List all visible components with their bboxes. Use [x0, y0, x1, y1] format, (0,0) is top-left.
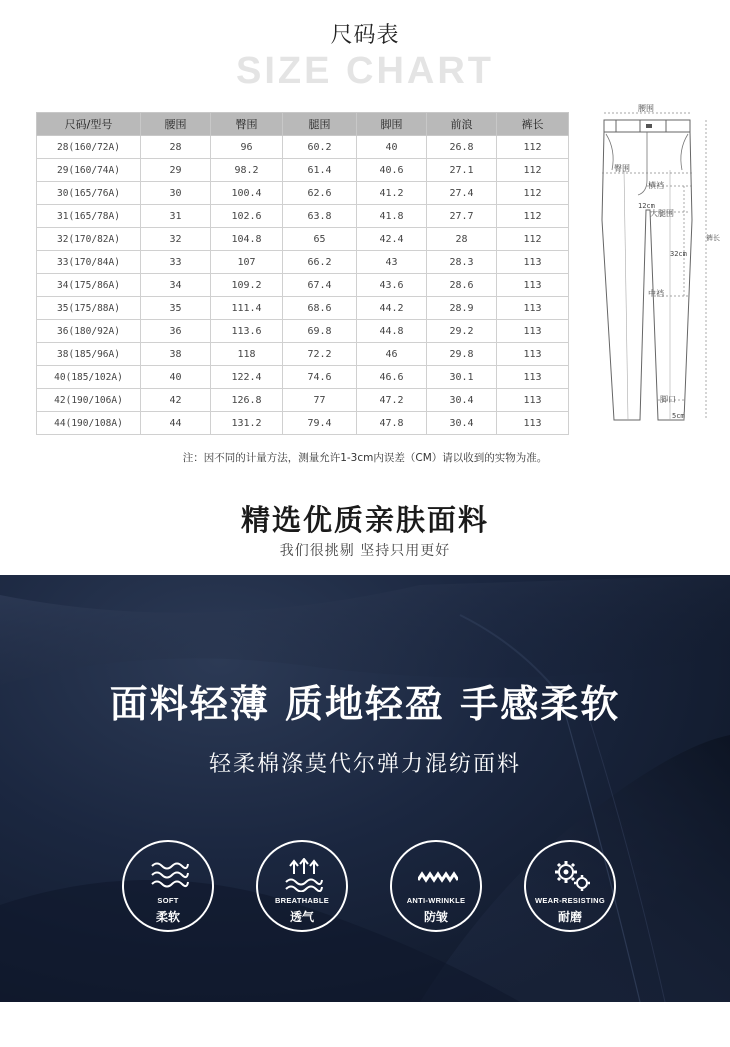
table-cell: 67.4	[283, 274, 357, 297]
pants-diagram-svg	[588, 100, 730, 430]
table-cell: 43	[357, 251, 427, 274]
hem-label: 脚口	[660, 395, 676, 404]
table-cell: 66.2	[283, 251, 357, 274]
table-cell: 109.2	[211, 274, 283, 297]
table-cell: 96	[211, 136, 283, 159]
page-title: 尺码表	[330, 23, 400, 48]
table-cell: 41.2	[357, 182, 427, 205]
table-cell: 42(190/106A)	[37, 389, 141, 412]
fly-seam	[638, 132, 647, 195]
pocket-seam	[681, 134, 688, 170]
table-cell: 113	[497, 297, 569, 320]
button-shape	[646, 124, 652, 128]
table-cell: 40	[357, 136, 427, 159]
table-cell: 65	[283, 228, 357, 251]
table-cell: 126.8	[211, 389, 283, 412]
table-cell: 60.2	[283, 136, 357, 159]
table-cell: 27.7	[427, 205, 497, 228]
table-cell: 112	[497, 159, 569, 182]
table-cell: 40(185/102A)	[37, 366, 141, 389]
waves-icon	[150, 858, 190, 892]
table-cell: 28.9	[427, 297, 497, 320]
table-cell: 28(160/72A)	[37, 136, 141, 159]
gears-icon	[552, 858, 592, 892]
feature-breathable-cn: 透气	[289, 910, 314, 924]
page-title-en: SIZE CHART	[236, 50, 494, 92]
table-cell: 113	[497, 274, 569, 297]
table-cell: 100.4	[211, 182, 283, 205]
crease-line	[624, 170, 628, 420]
table-cell: 43.6	[357, 274, 427, 297]
table-cell: 77	[283, 389, 357, 412]
table-cell: 68.6	[283, 297, 357, 320]
feature-wear-resisting	[524, 840, 616, 932]
table-cell: 31	[141, 205, 211, 228]
table-cell: 30(165/76A)	[37, 182, 141, 205]
table-cell: 47.2	[357, 389, 427, 412]
table-cell: 34	[141, 274, 211, 297]
table-cell: 28	[141, 136, 211, 159]
table-cell: 42	[141, 389, 211, 412]
table-cell: 28.6	[427, 274, 497, 297]
cm5-label: 5cm	[672, 412, 685, 420]
column-header: 腰围	[141, 113, 211, 136]
table-cell: 35(175/88A)	[37, 297, 141, 320]
table-cell: 113	[497, 366, 569, 389]
table-cell: 79.4	[283, 412, 357, 435]
table-cell: 112	[497, 228, 569, 251]
table-cell: 42.4	[357, 228, 427, 251]
table-row	[37, 251, 569, 274]
table-cell: 32	[141, 228, 211, 251]
table-cell: 61.4	[283, 159, 357, 182]
feature-anti-wrinkle-en: ANTI-WRINKLE	[406, 896, 466, 905]
table-body	[37, 136, 569, 435]
table-cell: 27.1	[427, 159, 497, 182]
table-row	[37, 205, 569, 228]
column-header: 裤长	[497, 113, 569, 136]
feature-breathable	[256, 840, 348, 932]
table-cell: 112	[497, 182, 569, 205]
table-cell: 113.6	[211, 320, 283, 343]
column-header: 臀围	[211, 113, 283, 136]
table-cell: 112	[497, 205, 569, 228]
table-cell: 38(185/96A)	[37, 343, 141, 366]
table-cell: 113	[497, 251, 569, 274]
table-cell: 27.4	[427, 182, 497, 205]
length-label: 裤长	[706, 234, 720, 242]
table-cell: 29	[141, 159, 211, 182]
table-cell: 47.8	[357, 412, 427, 435]
table-cell: 30.4	[427, 412, 497, 435]
table-cell: 104.8	[211, 228, 283, 251]
hip-label: 臀围	[614, 164, 630, 173]
feature-wear-resisting-cn: 耐磨	[557, 910, 582, 924]
table-row	[37, 320, 569, 343]
knee-label: 中裆	[648, 289, 664, 298]
table-cell: 33	[141, 251, 211, 274]
table-cell: 33(170/84A)	[37, 251, 141, 274]
fabric-subline: 轻柔棉涤莫代尔弹力混纺面料	[208, 752, 521, 777]
cm12-label: 12cm	[638, 202, 655, 210]
zigzag-icon	[418, 858, 458, 892]
table-cell: 131.2	[211, 412, 283, 435]
fabric-headline: 面料轻薄 质地轻盈 手感柔软	[109, 682, 621, 726]
table-cell: 69.8	[283, 320, 357, 343]
table-cell: 111.4	[211, 297, 283, 320]
table-cell: 44.2	[357, 297, 427, 320]
table-cell: 113	[497, 412, 569, 435]
table-row	[37, 182, 569, 205]
table-cell: 41.8	[357, 205, 427, 228]
table-cell: 26.8	[427, 136, 497, 159]
crotch-label: 横裆	[648, 181, 664, 190]
feature-wear-resisting-en: WEAR-RESISTING	[534, 896, 606, 905]
table-cell: 44.8	[357, 320, 427, 343]
table-cell: 122.4	[211, 366, 283, 389]
table-cell: 28	[427, 228, 497, 251]
table-cell: 28.3	[427, 251, 497, 274]
table-cell: 30	[141, 182, 211, 205]
feature-anti-wrinkle-cn: 防皱	[423, 910, 448, 924]
table-cell: 32(170/82A)	[37, 228, 141, 251]
feature-breathable-en: BREATHABLE	[274, 896, 330, 905]
table-cell: 38	[141, 343, 211, 366]
header	[0, 0, 730, 100]
table-cell: 29(160/74A)	[37, 159, 141, 182]
table-cell: 40	[141, 366, 211, 389]
table-cell: 113	[497, 389, 569, 412]
up-arrows-icon	[284, 858, 324, 892]
table-cell: 34(175/86A)	[37, 274, 141, 297]
table-cell: 113	[497, 320, 569, 343]
table-cell: 74.6	[283, 366, 357, 389]
table-cell: 36	[141, 320, 211, 343]
pocket-seam	[606, 134, 613, 170]
size-table	[36, 112, 569, 435]
table-cell: 40.6	[357, 159, 427, 182]
feature-soft-en: SOFT	[157, 896, 179, 905]
table-row	[37, 136, 569, 159]
table-row	[37, 343, 569, 366]
fabric-panel	[0, 575, 730, 1002]
table-row	[37, 159, 569, 182]
pants-measurement-diagram	[588, 100, 730, 430]
fabric-title: 精选优质亲肤面料	[240, 503, 489, 537]
waist-label: 腰围	[638, 104, 654, 113]
table-cell: 29.2	[427, 320, 497, 343]
table-cell: 31(165/78A)	[37, 205, 141, 228]
table-row	[37, 366, 569, 389]
column-header: 前浪	[427, 113, 497, 136]
table-row	[37, 412, 569, 435]
table-cell: 30.1	[427, 366, 497, 389]
table-cell: 62.6	[283, 182, 357, 205]
table-row	[37, 297, 569, 320]
feature-soft	[122, 840, 214, 932]
table-cell: 46.6	[357, 366, 427, 389]
table-cell: 30.4	[427, 389, 497, 412]
table-cell: 46	[357, 343, 427, 366]
table-cell: 35	[141, 297, 211, 320]
table-row	[37, 389, 569, 412]
table-cell: 44(190/108A)	[37, 412, 141, 435]
table-cell: 118	[211, 343, 283, 366]
table-cell: 98.2	[211, 159, 283, 182]
table-cell: 29.8	[427, 343, 497, 366]
table-cell: 112	[497, 136, 569, 159]
table-cell: 36(180/92A)	[37, 320, 141, 343]
feature-anti-wrinkle	[390, 840, 482, 932]
column-header: 腿围	[283, 113, 357, 136]
table-cell: 72.2	[283, 343, 357, 366]
table-header-row	[37, 113, 569, 136]
table-cell: 63.8	[283, 205, 357, 228]
measurement-note: 注：因不同的计量方法，测量允许1-3cm内误差（CM）请以收到的实物为准。	[182, 452, 548, 464]
table-row	[37, 228, 569, 251]
fabric-folds-texture	[0, 575, 730, 1002]
size-table-container	[36, 112, 568, 435]
cm32-label: 32cm	[670, 250, 687, 258]
table-cell: 113	[497, 343, 569, 366]
thigh-label: 大腿围	[650, 209, 674, 218]
fabric-subtitle: 我们很挑剔 坚持只用更好	[279, 543, 451, 559]
table-cell: 44	[141, 412, 211, 435]
column-header: 尺码/型号	[37, 113, 141, 136]
table-row	[37, 274, 569, 297]
feature-soft-cn: 柔软	[155, 910, 180, 924]
table-cell: 102.6	[211, 205, 283, 228]
table-cell: 107	[211, 251, 283, 274]
column-header: 脚围	[357, 113, 427, 136]
